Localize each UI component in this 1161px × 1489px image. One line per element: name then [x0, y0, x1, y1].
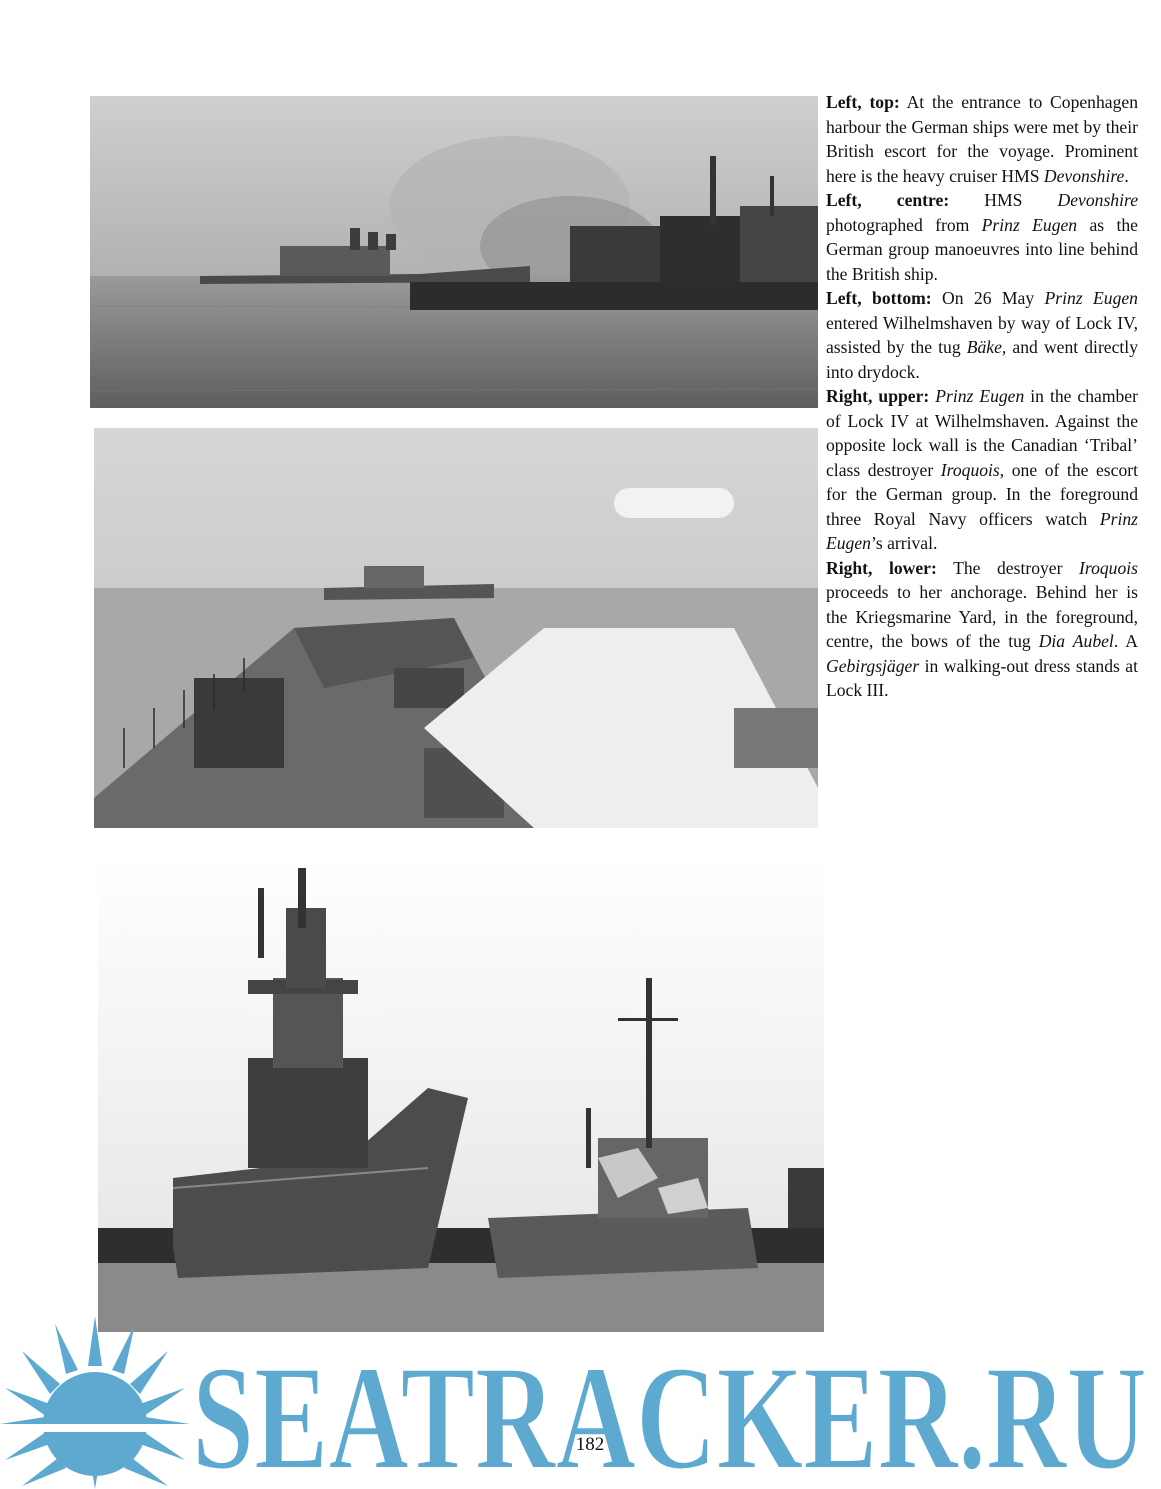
caption-right-lower: Right, lower: The destroyer Iroquois proceeds to her anchorage. Behind her is the Kriegsmarine Yard, in the foreground, centre, the bows of the tug Dia Aubel. A Gebirgsjäger in walking-out dress stands at Lock III.	[826, 557, 1138, 700]
caption-left-top: Left, top: At the entrance to Copenhagen harbour the German ships were met by their British escort for the voyage. Prominent here is the heavy cruiser HMS Devonshire.	[826, 92, 1138, 186]
caption-left-centre: Left, centre: HMS Devonshire photographed from Prinz Eugen as the German group manoeuvres into line behind the British ship.	[826, 190, 1138, 284]
caption-right-upper: Right, upper: Prinz Eugen in the chamber of Lock IV at Wilhelmshaven. Against the opposite lock wall is the Canadian ‘Tribal’ class destroyer Iroquois, one of the escort for the German group. In the foreground three Royal Navy officers watch Prinz Eugen’s arrival.	[826, 386, 1138, 553]
lock-chamber-photo	[98, 858, 824, 1332]
harbour-entrance-photo	[90, 96, 818, 408]
watermark-text: SEATRACKER.RU	[192, 1335, 1147, 1489]
page-number: 182	[575, 1434, 605, 1455]
caption-left-bottom: Left, bottom: On 26 May Prinz Eugen entered Wilhelmshaven by way of Lock IV, assisted by the tug Bäke, and went directly into drydock.	[826, 288, 1138, 382]
deck-view-photo	[94, 428, 818, 828]
seatracker-watermark	[0, 1296, 1161, 1489]
sun-logo-icon	[0, 1316, 190, 1489]
caption-column	[826, 90, 1138, 703]
